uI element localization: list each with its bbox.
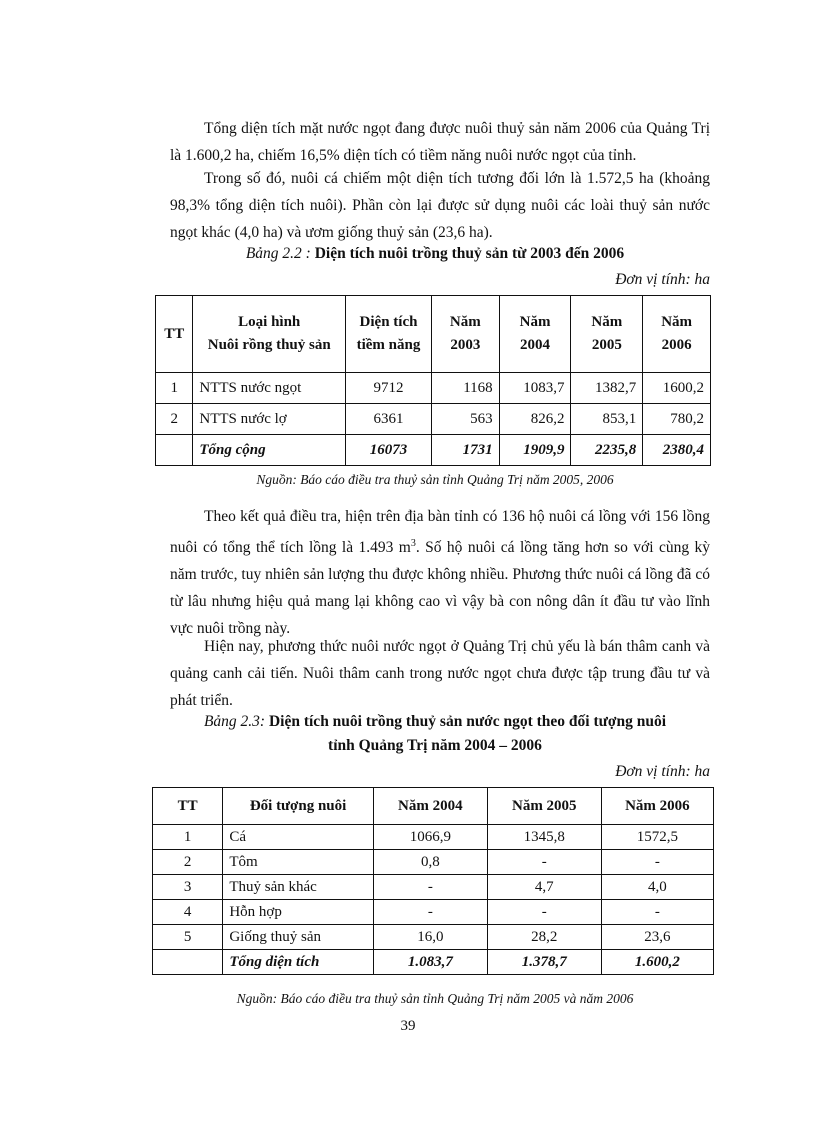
page-number: 39 xyxy=(400,1018,416,1034)
cell-total-2006: 1.600,2 xyxy=(601,950,713,975)
table1-caption-label: Bảng 2.2 : xyxy=(245,245,311,262)
table-header-row xyxy=(156,296,711,373)
cell-total-2003: 1731 xyxy=(431,435,499,466)
cell-2005: 28,2 xyxy=(487,925,601,950)
cell-2003: 1168 xyxy=(431,373,499,404)
header-type xyxy=(193,296,346,373)
cell-2004: 16,0 xyxy=(373,925,487,950)
table2-caption-line2 xyxy=(155,737,715,755)
table-total-row xyxy=(156,435,711,466)
header-2005-line1: Năm xyxy=(591,314,623,330)
cell-2004: 826,2 xyxy=(499,404,571,435)
table2-unit: Đơn vị tính: ha xyxy=(615,763,710,780)
cell-total-2004: 1.083,7 xyxy=(373,950,487,975)
header-2004-line2: 2004 xyxy=(520,337,551,353)
cell-object: Giống thuỷ sản xyxy=(223,925,374,950)
table-header-row xyxy=(153,788,714,825)
cell-2006: 23,6 xyxy=(601,925,713,950)
cell-total-2005: 2235,8 xyxy=(571,435,643,466)
table1-caption xyxy=(155,245,715,263)
header-2005 xyxy=(571,296,643,373)
header-potential-line1: Diện tích xyxy=(359,314,418,330)
header-potential xyxy=(346,296,432,373)
cell-2004: - xyxy=(373,900,487,925)
header-2006 xyxy=(643,296,711,373)
cell-total-label: Tổng diện tích xyxy=(223,950,374,975)
table-total-row xyxy=(153,950,714,975)
header-type-line2: Nuôi rồng thuỷ sản xyxy=(207,337,331,353)
header-2003-line1: Năm xyxy=(449,314,481,330)
cell-tt-empty xyxy=(156,435,193,466)
cell-object: Tôm xyxy=(223,850,374,875)
header-2005: Năm 2005 xyxy=(487,788,601,825)
cell-2006: - xyxy=(601,850,713,875)
header-2004 xyxy=(499,296,571,373)
cell-2006: 780,2 xyxy=(643,404,711,435)
header-potential-line2: tiềm năng xyxy=(356,337,421,353)
cell-2003: 563 xyxy=(431,404,499,435)
header-type-line1: Loại hình xyxy=(238,314,301,330)
table-row xyxy=(156,373,711,404)
cell-potential: 9712 xyxy=(346,373,432,404)
header-2006-line2: 2006 xyxy=(661,337,692,353)
cell-2005: - xyxy=(487,850,601,875)
cell-2005: 4,7 xyxy=(487,875,601,900)
cell-tt: 2 xyxy=(156,404,193,435)
cell-2004: 0,8 xyxy=(373,850,487,875)
header-object: Đối tượng nuôi xyxy=(223,788,374,825)
cell-total-potential: 16073 xyxy=(346,435,432,466)
header-2003 xyxy=(431,296,499,373)
cell-object: Hỗn hợp xyxy=(223,900,374,925)
cell-2006: 4,0 xyxy=(601,875,713,900)
header-tt: TT xyxy=(153,788,223,825)
paragraph-2: Trong số đó, nuôi cá chiếm một diện tích tương đối lớn là 1.572,5 ha (khoảng 98,3% tổng diện tích nuôi). Phần còn lại được sử dụng nuôi các loài thuỷ sản nước ngọt khác (4,0 ha) và ươm giống thuỷ sản (23,6 ha). xyxy=(170,170,710,241)
cell-total-2005: 1.378,7 xyxy=(487,950,601,975)
cell-type: NTTS nước ngọt xyxy=(193,373,346,404)
header-2004-line1: Năm xyxy=(519,314,551,330)
cell-2004: 1083,7 xyxy=(499,373,571,404)
cell-total-label: Tổng cộng xyxy=(193,435,346,466)
paragraph-3-part-b: . Số hộ nuôi cá lồng tăng hơn so với cùng kỳ năm trước, tuy nhiên sản lượng thu được không nhiều. Phương thức nuôi cá lồng đã có từ lâu nhưng hiệu quả mang lại không cao vì vậy bà con nông dân ít đầu tư vào lĩnh vực nuôi trồng này. xyxy=(170,539,710,638)
header-tt: TT xyxy=(156,296,193,373)
cell-tt-empty xyxy=(153,950,223,975)
header-2006: Năm 2006 xyxy=(601,788,713,825)
cell-2005: 1382,7 xyxy=(571,373,643,404)
table2-caption-label: Bảng 2.3: xyxy=(203,713,266,730)
cell-2005: - xyxy=(487,900,601,925)
cell-tt: 3 xyxy=(153,875,223,900)
table-freshwater-by-species xyxy=(152,787,714,975)
cell-tt: 1 xyxy=(153,825,223,850)
table1-source: Nguồn: Báo cáo điều tra thuỷ sản tỉnh Quảng Trị năm 2005, 2006 xyxy=(256,472,614,487)
table-row xyxy=(153,900,714,925)
cell-2004: - xyxy=(373,875,487,900)
table1-unit: Đơn vị tính: ha xyxy=(615,271,710,288)
table-row xyxy=(156,404,711,435)
cell-2006: - xyxy=(601,900,713,925)
cell-2005: 853,1 xyxy=(571,404,643,435)
table-aquaculture-area-2003-2006 xyxy=(155,295,711,466)
header-2006-line1: Năm xyxy=(661,314,693,330)
cell-2006: 1600,2 xyxy=(643,373,711,404)
paragraph-3 xyxy=(170,503,710,642)
cell-2005: 1345,8 xyxy=(487,825,601,850)
table2-caption-title-2: tỉnh Quảng Trị năm 2004 – 2006 xyxy=(328,737,542,754)
cell-type: NTTS nước lợ xyxy=(193,404,346,435)
cell-tt: 2 xyxy=(153,850,223,875)
table-row xyxy=(153,825,714,850)
cell-2004: 1066,9 xyxy=(373,825,487,850)
table-row xyxy=(153,850,714,875)
paragraph-4: Hiện nay, phương thức nuôi nước ngọt ở Quảng Trị chủ yếu là bán thâm canh và quảng canh cải tiến. Nuôi thâm canh trong nước ngọt chưa được tập trung đầu tư và phát triển. xyxy=(170,638,710,709)
table-row xyxy=(153,925,714,950)
table2-caption-title-1: Diện tích nuôi trồng thuỷ sản nước ngọt theo đối tượng nuôi xyxy=(268,713,667,730)
header-2003-line2: 2003 xyxy=(450,337,481,353)
table2-source: Nguồn: Báo cáo điều tra thuỷ sản tỉnh Quảng Trị năm 2005 và năm 2006 xyxy=(236,991,634,1006)
table1-caption-title: Diện tích nuôi trồng thuỷ sản từ 2003 đến 2006 xyxy=(314,245,625,262)
cell-tt: 1 xyxy=(156,373,193,404)
cell-object: Thuỷ sản khác xyxy=(223,875,374,900)
cell-tt: 5 xyxy=(153,925,223,950)
paragraph-1: Tổng diện tích mặt nước ngọt đang được nuôi thuỷ sản năm 2006 của Quảng Trị là 1.600,2 ha, chiếm 16,5% diện tích có tiềm năng nuôi nước ngọt của tỉnh. xyxy=(170,120,710,164)
cell-total-2006: 2380,4 xyxy=(643,435,711,466)
cell-object: Cá xyxy=(223,825,374,850)
table-row xyxy=(153,875,714,900)
header-2004: Năm 2004 xyxy=(373,788,487,825)
paragraph-3-part-a: Theo kết quả điều tra, hiện trên địa bàn tỉnh có 136 hộ nuôi cá lồng với 156 lồng nuôi có tổng thể tích lồng là 1.493 m xyxy=(170,508,710,557)
cell-tt: 4 xyxy=(153,900,223,925)
table2-caption xyxy=(155,713,715,731)
cell-potential: 6361 xyxy=(346,404,432,435)
paragraph-3-superscript: 3 xyxy=(410,538,416,549)
cell-2006: 1572,5 xyxy=(601,825,713,850)
cell-total-2004: 1909,9 xyxy=(499,435,571,466)
header-2005-line2: 2005 xyxy=(591,337,622,353)
